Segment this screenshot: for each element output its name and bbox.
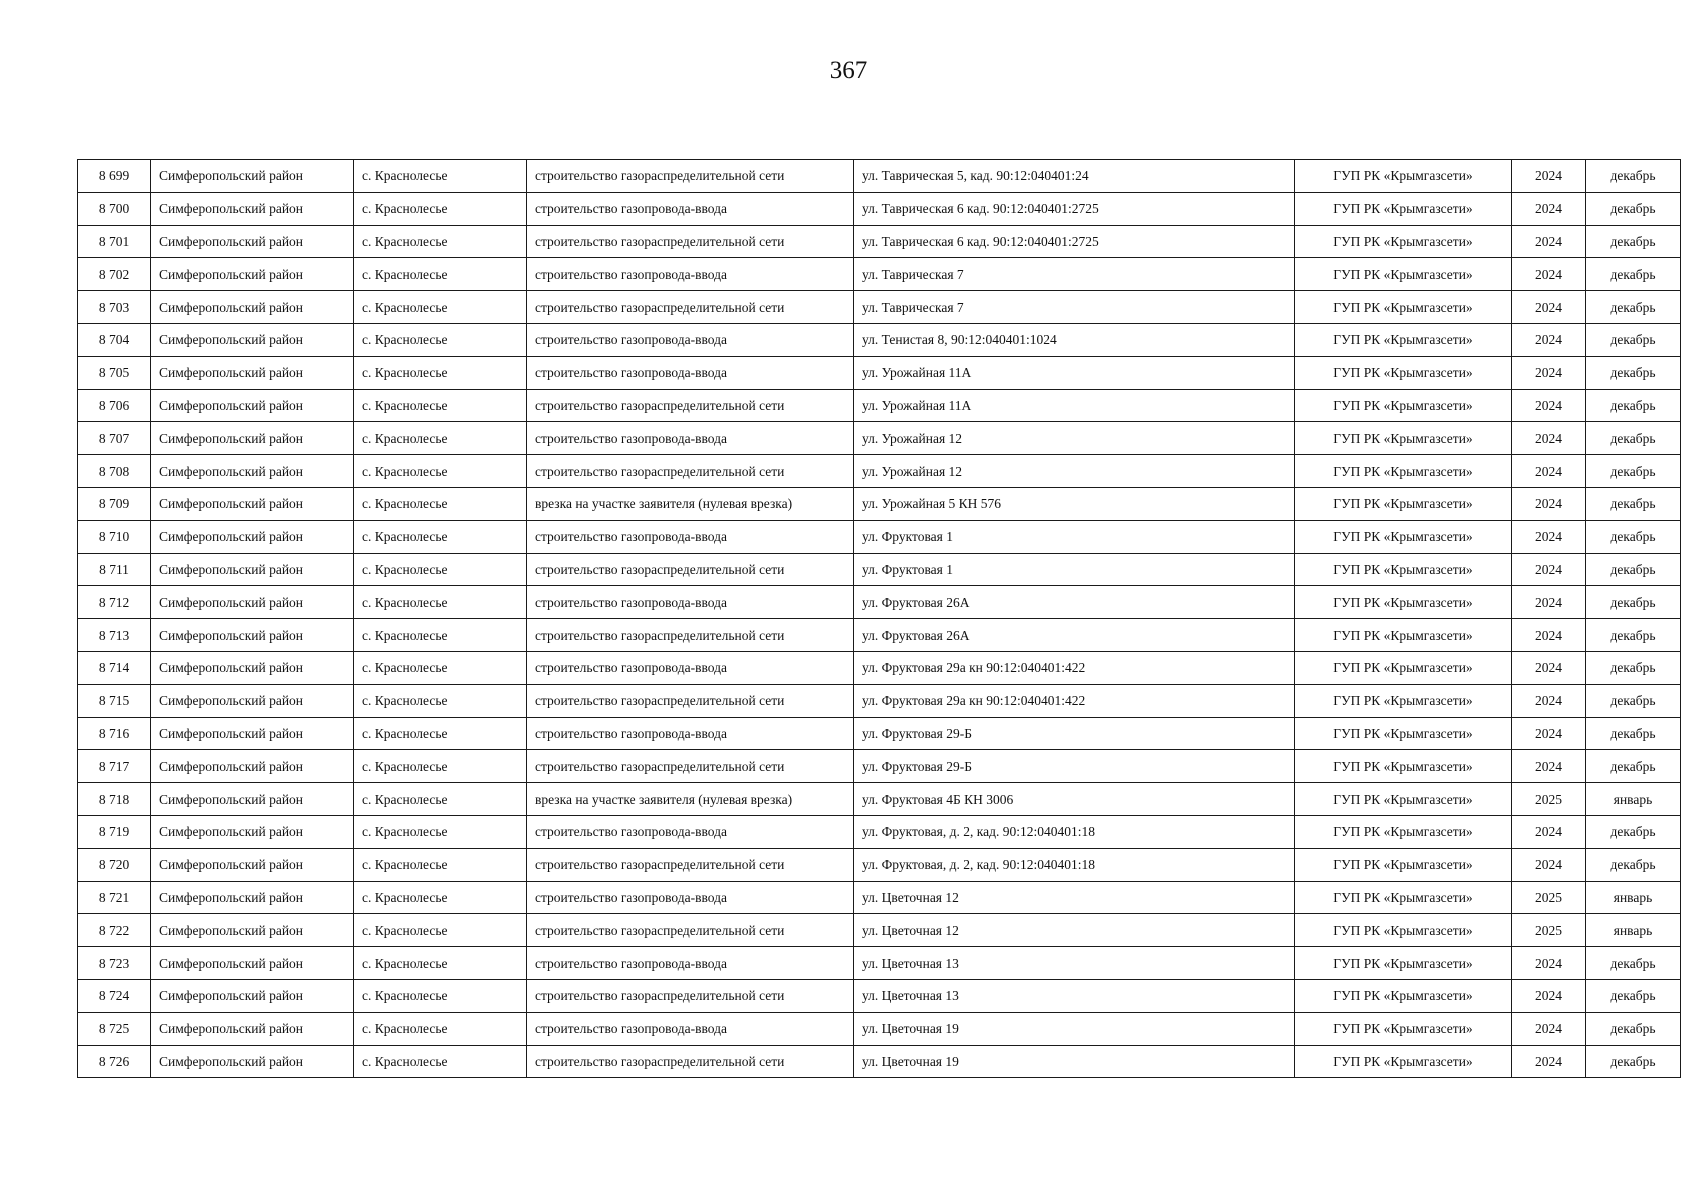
table-row xyxy=(78,356,1681,389)
address-cell: ул. Фруктовая, д. 2, кад. 90:12:040401:18 xyxy=(854,848,1295,881)
work-type-cell: врезка на участке заявителя (нулевая врезка) xyxy=(527,783,854,816)
table-body xyxy=(78,160,1681,1078)
organization-cell: ГУП РК «Крымгазсети» xyxy=(1295,717,1512,750)
settlement-cell: с. Краснолесье xyxy=(354,455,527,488)
address-cell: ул. Цветочная 19 xyxy=(854,1045,1295,1078)
address-cell: ул. Цветочная 12 xyxy=(854,881,1295,914)
settlement-cell: с. Краснолесье xyxy=(354,258,527,291)
district-cell: Симферопольский район xyxy=(151,487,354,520)
row-number-cell: 8 719 xyxy=(78,815,151,848)
address-cell: ул. Фруктовая 29-Б xyxy=(854,750,1295,783)
address-cell: ул. Цветочная 19 xyxy=(854,1012,1295,1045)
organization-cell: ГУП РК «Крымгазсети» xyxy=(1295,455,1512,488)
month-cell: декабрь xyxy=(1586,1012,1681,1045)
table-row xyxy=(78,881,1681,914)
organization-cell: ГУП РК «Крымгазсети» xyxy=(1295,389,1512,422)
year-cell: 2025 xyxy=(1512,881,1586,914)
settlement-cell: с. Краснолесье xyxy=(354,225,527,258)
address-cell: ул. Урожайная 12 xyxy=(854,455,1295,488)
page-number: 367 xyxy=(829,57,868,84)
month-cell: декабрь xyxy=(1586,422,1681,455)
settlement-cell: с. Краснолесье xyxy=(354,619,527,652)
work-type-cell: строительство газопровода-ввода xyxy=(527,815,854,848)
work-type-cell: строительство газопровода-ввода xyxy=(527,586,854,619)
table-row xyxy=(78,848,1681,881)
organization-cell: ГУП РК «Крымгазсети» xyxy=(1295,619,1512,652)
year-cell: 2024 xyxy=(1512,684,1586,717)
row-number-cell: 8 699 xyxy=(78,160,151,193)
organization-cell: ГУП РК «Крымгазсети» xyxy=(1295,979,1512,1012)
table-row xyxy=(78,553,1681,586)
row-number-cell: 8 703 xyxy=(78,291,151,324)
month-cell: декабрь xyxy=(1586,619,1681,652)
work-type-cell: строительство газопровода-ввода xyxy=(527,651,854,684)
address-cell: ул. Таврическая 6 кад. 90:12:040401:2725 xyxy=(854,192,1295,225)
district-cell: Симферопольский район xyxy=(151,258,354,291)
organization-cell: ГУП РК «Крымгазсети» xyxy=(1295,192,1512,225)
address-cell: ул. Таврическая 7 xyxy=(854,258,1295,291)
year-cell: 2024 xyxy=(1512,848,1586,881)
settlement-cell: с. Краснолесье xyxy=(354,487,527,520)
row-number-cell: 8 700 xyxy=(78,192,151,225)
district-cell: Симферопольский район xyxy=(151,750,354,783)
work-type-cell: строительство газораспределительной сети xyxy=(527,684,854,717)
settlement-cell: с. Краснолесье xyxy=(354,192,527,225)
district-cell: Симферопольский район xyxy=(151,783,354,816)
year-cell: 2024 xyxy=(1512,455,1586,488)
year-cell: 2024 xyxy=(1512,947,1586,980)
table-row xyxy=(78,389,1681,422)
organization-cell: ГУП РК «Крымгазсети» xyxy=(1295,651,1512,684)
address-cell: ул. Фруктовая 26А xyxy=(854,586,1295,619)
settlement-cell: с. Краснолесье xyxy=(354,422,527,455)
row-number-cell: 8 710 xyxy=(78,520,151,553)
district-cell: Симферопольский район xyxy=(151,455,354,488)
district-cell: Симферопольский район xyxy=(151,225,354,258)
table-row xyxy=(78,783,1681,816)
table-row xyxy=(78,750,1681,783)
year-cell: 2024 xyxy=(1512,553,1586,586)
table-row xyxy=(78,914,1681,947)
organization-cell: ГУП РК «Крымгазсети» xyxy=(1295,323,1512,356)
organization-cell: ГУП РК «Крымгазсети» xyxy=(1295,947,1512,980)
settlement-cell: с. Краснолесье xyxy=(354,389,527,422)
table-row xyxy=(78,586,1681,619)
address-cell: ул. Фруктовая 29а кн 90:12:040401:422 xyxy=(854,651,1295,684)
work-type-cell: врезка на участке заявителя (нулевая врезка) xyxy=(527,487,854,520)
organization-cell: ГУП РК «Крымгазсети» xyxy=(1295,783,1512,816)
row-number-cell: 8 706 xyxy=(78,389,151,422)
month-cell: декабрь xyxy=(1586,192,1681,225)
work-type-cell: строительство газораспределительной сети xyxy=(527,389,854,422)
work-type-cell: строительство газопровода-ввода xyxy=(527,520,854,553)
table-row xyxy=(78,979,1681,1012)
table-row xyxy=(78,487,1681,520)
organization-cell: ГУП РК «Крымгазсети» xyxy=(1295,258,1512,291)
organization-cell: ГУП РК «Крымгазсети» xyxy=(1295,553,1512,586)
month-cell: декабрь xyxy=(1586,356,1681,389)
month-cell: декабрь xyxy=(1586,258,1681,291)
settlement-cell: с. Краснолесье xyxy=(354,815,527,848)
table-row xyxy=(78,684,1681,717)
address-cell: ул. Урожайная 5 КН 576 xyxy=(854,487,1295,520)
table-row xyxy=(78,422,1681,455)
work-type-cell: строительство газопровода-ввода xyxy=(527,947,854,980)
district-cell: Симферопольский район xyxy=(151,291,354,324)
year-cell: 2024 xyxy=(1512,487,1586,520)
settlement-cell: с. Краснолесье xyxy=(354,750,527,783)
month-cell: декабрь xyxy=(1586,323,1681,356)
settlement-cell: с. Краснолесье xyxy=(354,1045,527,1078)
work-type-cell: строительство газопровода-ввода xyxy=(527,422,854,455)
row-number-cell: 8 722 xyxy=(78,914,151,947)
year-cell: 2024 xyxy=(1512,291,1586,324)
settlement-cell: с. Краснолесье xyxy=(354,783,527,816)
row-number-cell: 8 712 xyxy=(78,586,151,619)
month-cell: декабрь xyxy=(1586,389,1681,422)
settlement-cell: с. Краснолесье xyxy=(354,947,527,980)
address-cell: ул. Фруктовая 26А xyxy=(854,619,1295,652)
month-cell: декабрь xyxy=(1586,750,1681,783)
work-type-cell: строительство газопровода-ввода xyxy=(527,1012,854,1045)
row-number-cell: 8 726 xyxy=(78,1045,151,1078)
district-cell: Симферопольский район xyxy=(151,422,354,455)
month-cell: декабрь xyxy=(1586,553,1681,586)
table-row xyxy=(78,1012,1681,1045)
month-cell: декабрь xyxy=(1586,586,1681,619)
district-cell: Симферопольский район xyxy=(151,684,354,717)
year-cell: 2024 xyxy=(1512,258,1586,291)
work-type-cell: строительство газораспределительной сети xyxy=(527,291,854,324)
month-cell: декабрь xyxy=(1586,160,1681,193)
address-cell: ул. Тенистая 8, 90:12:040401:1024 xyxy=(854,323,1295,356)
month-cell: декабрь xyxy=(1586,848,1681,881)
district-cell: Симферопольский район xyxy=(151,651,354,684)
row-number-cell: 8 718 xyxy=(78,783,151,816)
organization-cell: ГУП РК «Крымгазсети» xyxy=(1295,750,1512,783)
district-cell: Симферопольский район xyxy=(151,717,354,750)
row-number-cell: 8 704 xyxy=(78,323,151,356)
address-cell: ул. Цветочная 12 xyxy=(854,914,1295,947)
settlement-cell: с. Краснолесье xyxy=(354,684,527,717)
year-cell: 2024 xyxy=(1512,1045,1586,1078)
settlement-cell: с. Краснолесье xyxy=(354,914,527,947)
row-number-cell: 8 705 xyxy=(78,356,151,389)
district-cell: Симферопольский район xyxy=(151,323,354,356)
address-cell: ул. Фруктовая 29-Б xyxy=(854,717,1295,750)
year-cell: 2025 xyxy=(1512,914,1586,947)
district-cell: Симферопольский район xyxy=(151,553,354,586)
row-number-cell: 8 724 xyxy=(78,979,151,1012)
month-cell: январь xyxy=(1586,881,1681,914)
organization-cell: ГУП РК «Крымгазсети» xyxy=(1295,422,1512,455)
work-type-cell: строительство газопровода-ввода xyxy=(527,881,854,914)
work-type-cell: строительство газораспределительной сети xyxy=(527,553,854,586)
organization-cell: ГУП РК «Крымгазсети» xyxy=(1295,291,1512,324)
settlement-cell: с. Краснолесье xyxy=(354,323,527,356)
row-number-cell: 8 714 xyxy=(78,651,151,684)
month-cell: декабрь xyxy=(1586,520,1681,553)
settlement-cell: с. Краснолесье xyxy=(354,717,527,750)
year-cell: 2024 xyxy=(1512,979,1586,1012)
address-cell: ул. Фруктовая 1 xyxy=(854,553,1295,586)
row-number-cell: 8 720 xyxy=(78,848,151,881)
district-cell: Симферопольский район xyxy=(151,520,354,553)
settlement-cell: с. Краснолесье xyxy=(354,291,527,324)
address-cell: ул. Фруктовая, д. 2, кад. 90:12:040401:18 xyxy=(854,815,1295,848)
table-row xyxy=(78,717,1681,750)
year-cell: 2024 xyxy=(1512,651,1586,684)
work-type-cell: строительство газораспределительной сети xyxy=(527,225,854,258)
work-type-cell: строительство газораспределительной сети xyxy=(527,619,854,652)
address-cell: ул. Цветочная 13 xyxy=(854,979,1295,1012)
district-cell: Симферопольский район xyxy=(151,389,354,422)
year-cell: 2024 xyxy=(1512,1012,1586,1045)
month-cell: декабрь xyxy=(1586,684,1681,717)
district-cell: Симферопольский район xyxy=(151,848,354,881)
table-row xyxy=(78,225,1681,258)
year-cell: 2024 xyxy=(1512,717,1586,750)
address-cell: ул. Урожайная 11А xyxy=(854,356,1295,389)
work-type-cell: строительство газораспределительной сети xyxy=(527,848,854,881)
organization-cell: ГУП РК «Крымгазсети» xyxy=(1295,815,1512,848)
year-cell: 2024 xyxy=(1512,520,1586,553)
table-row xyxy=(78,1045,1681,1078)
month-cell: декабрь xyxy=(1586,487,1681,520)
month-cell: декабрь xyxy=(1586,717,1681,750)
organization-cell: ГУП РК «Крымгазсети» xyxy=(1295,684,1512,717)
year-cell: 2024 xyxy=(1512,356,1586,389)
address-cell: ул. Фруктовая 4Б КН 3006 xyxy=(854,783,1295,816)
year-cell: 2024 xyxy=(1512,389,1586,422)
year-cell: 2024 xyxy=(1512,225,1586,258)
month-cell: январь xyxy=(1586,914,1681,947)
table-row xyxy=(78,619,1681,652)
row-number-cell: 8 725 xyxy=(78,1012,151,1045)
row-number-cell: 8 721 xyxy=(78,881,151,914)
year-cell: 2024 xyxy=(1512,619,1586,652)
district-cell: Симферопольский район xyxy=(151,815,354,848)
settlement-cell: с. Краснолесье xyxy=(354,586,527,619)
address-cell: ул. Урожайная 12 xyxy=(854,422,1295,455)
district-cell: Симферопольский район xyxy=(151,979,354,1012)
settlement-cell: с. Краснолесье xyxy=(354,1012,527,1045)
month-cell: январь xyxy=(1586,783,1681,816)
address-cell: ул. Фруктовая 1 xyxy=(854,520,1295,553)
table-row xyxy=(78,258,1681,291)
month-cell: декабрь xyxy=(1586,455,1681,488)
settlement-cell: с. Краснолесье xyxy=(354,160,527,193)
year-cell: 2024 xyxy=(1512,323,1586,356)
month-cell: декабрь xyxy=(1586,815,1681,848)
organization-cell: ГУП РК «Крымгазсети» xyxy=(1295,881,1512,914)
organization-cell: ГУП РК «Крымгазсети» xyxy=(1295,356,1512,389)
district-cell: Симферопольский район xyxy=(151,947,354,980)
registry-table xyxy=(77,159,1681,1078)
row-number-cell: 8 716 xyxy=(78,717,151,750)
district-cell: Симферопольский район xyxy=(151,192,354,225)
district-cell: Симферопольский район xyxy=(151,914,354,947)
settlement-cell: с. Краснолесье xyxy=(354,651,527,684)
row-number-cell: 8 723 xyxy=(78,947,151,980)
address-cell: ул. Цветочная 13 xyxy=(854,947,1295,980)
organization-cell: ГУП РК «Крымгазсети» xyxy=(1295,160,1512,193)
table-row xyxy=(78,160,1681,193)
month-cell: декабрь xyxy=(1586,979,1681,1012)
table-row xyxy=(78,192,1681,225)
work-type-cell: строительство газопровода-ввода xyxy=(527,323,854,356)
work-type-cell: строительство газораспределительной сети xyxy=(527,914,854,947)
organization-cell: ГУП РК «Крымгазсети» xyxy=(1295,1012,1512,1045)
district-cell: Симферопольский район xyxy=(151,619,354,652)
row-number-cell: 8 711 xyxy=(78,553,151,586)
row-number-cell: 8 715 xyxy=(78,684,151,717)
work-type-cell: строительство газораспределительной сети xyxy=(527,1045,854,1078)
organization-cell: ГУП РК «Крымгазсети» xyxy=(1295,848,1512,881)
table-row xyxy=(78,323,1681,356)
year-cell: 2024 xyxy=(1512,422,1586,455)
district-cell: Симферопольский район xyxy=(151,1045,354,1078)
work-type-cell: строительство газораспределительной сети xyxy=(527,455,854,488)
table-row xyxy=(78,520,1681,553)
settlement-cell: с. Краснолесье xyxy=(354,881,527,914)
district-cell: Симферопольский район xyxy=(151,160,354,193)
row-number-cell: 8 709 xyxy=(78,487,151,520)
row-number-cell: 8 707 xyxy=(78,422,151,455)
year-cell: 2024 xyxy=(1512,586,1586,619)
organization-cell: ГУП РК «Крымгазсети» xyxy=(1295,586,1512,619)
table-row xyxy=(78,455,1681,488)
work-type-cell: строительство газопровода-ввода xyxy=(527,356,854,389)
work-type-cell: строительство газораспределительной сети xyxy=(527,750,854,783)
district-cell: Симферопольский район xyxy=(151,881,354,914)
organization-cell: ГУП РК «Крымгазсети» xyxy=(1295,1045,1512,1078)
month-cell: декабрь xyxy=(1586,225,1681,258)
address-cell: ул. Урожайная 11А xyxy=(854,389,1295,422)
month-cell: декабрь xyxy=(1586,291,1681,324)
row-number-cell: 8 713 xyxy=(78,619,151,652)
organization-cell: ГУП РК «Крымгазсети» xyxy=(1295,914,1512,947)
work-type-cell: строительство газораспределительной сети xyxy=(527,979,854,1012)
district-cell: Симферопольский район xyxy=(151,1012,354,1045)
settlement-cell: с. Краснолесье xyxy=(354,553,527,586)
work-type-cell: строительство газопровода-ввода xyxy=(527,258,854,291)
organization-cell: ГУП РК «Крымгазсети» xyxy=(1295,520,1512,553)
table-row xyxy=(78,947,1681,980)
year-cell: 2024 xyxy=(1512,192,1586,225)
month-cell: декабрь xyxy=(1586,947,1681,980)
work-type-cell: строительство газораспределительной сети xyxy=(527,160,854,193)
district-cell: Симферопольский район xyxy=(151,356,354,389)
address-cell: ул. Таврическая 7 xyxy=(854,291,1295,324)
settlement-cell: с. Краснолесье xyxy=(354,520,527,553)
settlement-cell: с. Краснолесье xyxy=(354,979,527,1012)
settlement-cell: с. Краснолесье xyxy=(354,356,527,389)
row-number-cell: 8 717 xyxy=(78,750,151,783)
table-row xyxy=(78,651,1681,684)
work-type-cell: строительство газопровода-ввода xyxy=(527,192,854,225)
address-cell: ул. Таврическая 5, кад. 90:12:040401:24 xyxy=(854,160,1295,193)
table-row xyxy=(78,291,1681,324)
year-cell: 2024 xyxy=(1512,750,1586,783)
settlement-cell: с. Краснолесье xyxy=(354,848,527,881)
address-cell: ул. Фруктовая 29а кн 90:12:040401:422 xyxy=(854,684,1295,717)
work-type-cell: строительство газопровода-ввода xyxy=(527,717,854,750)
year-cell: 2024 xyxy=(1512,160,1586,193)
table-row xyxy=(78,815,1681,848)
month-cell: декабрь xyxy=(1586,1045,1681,1078)
district-cell: Симферопольский район xyxy=(151,586,354,619)
row-number-cell: 8 702 xyxy=(78,258,151,291)
row-number-cell: 8 708 xyxy=(78,455,151,488)
year-cell: 2024 xyxy=(1512,815,1586,848)
year-cell: 2025 xyxy=(1512,783,1586,816)
month-cell: декабрь xyxy=(1586,651,1681,684)
address-cell: ул. Таврическая 6 кад. 90:12:040401:2725 xyxy=(854,225,1295,258)
organization-cell: ГУП РК «Крымгазсети» xyxy=(1295,225,1512,258)
organization-cell: ГУП РК «Крымгазсети» xyxy=(1295,487,1512,520)
row-number-cell: 8 701 xyxy=(78,225,151,258)
